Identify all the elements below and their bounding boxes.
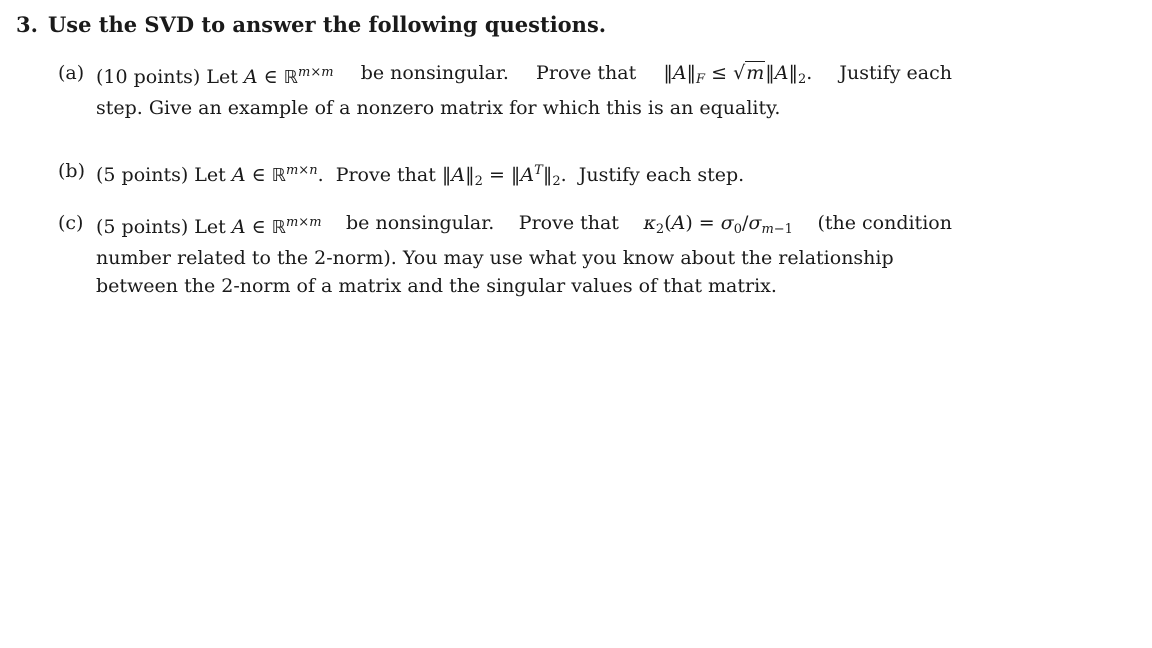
part-a-line-1: (10 points) Let A ∈ ℝ$^{m\times m}$ be nonsingular. Prove that $‖A‖_F$ ≤ $√m‖A‖_2$. Justify each xyxy=(96,59,952,94)
part-a-formula: $‖A‖_F$ ≤ $√m‖A‖_2$. xyxy=(663,62,813,87)
part-a-text-justify: Justify each xyxy=(839,62,952,84)
part-c-text-let: Let xyxy=(194,216,226,238)
part-c-text-condition: (the condition xyxy=(817,212,952,234)
part-c-text-nonsingular: be nonsingular. xyxy=(346,212,495,234)
part-b-line-1: (5 points) Let A ∈ ℝ$^{m\times n}$. Prove that $‖A‖_2$ = $‖A^T‖_2$. Justify each step. xyxy=(96,163,745,189)
part-a-text-nonsingular: be nonsingular. xyxy=(360,62,509,84)
part-a-points: (10 points) xyxy=(96,66,201,88)
part-b-formula: $‖A‖_2$ = $‖A^T‖_2$. xyxy=(441,163,567,189)
part-c-marker: (c) xyxy=(58,212,84,234)
part-b-text-prove: Prove that xyxy=(335,164,436,186)
part-c-line-2: number related to the 2-norm). You may use what you know about the relationship xyxy=(96,247,894,269)
question-title: Use the SVD to answer the following questions. xyxy=(47,12,607,37)
question-part-a xyxy=(58,59,952,122)
part-c-line-3: between the 2-norm of a matrix and the singular values of that matrix. xyxy=(96,275,777,297)
part-a-line-2: step. Give an example of a nonzero matrix for which this is an equality. xyxy=(96,97,781,119)
part-b-marker: (b) xyxy=(58,160,85,182)
part-b-points: (5 points) xyxy=(96,164,189,186)
part-c-points: (5 points) xyxy=(96,216,189,238)
question-header xyxy=(16,12,606,37)
question-part-c xyxy=(58,209,952,300)
part-a-marker: (a) xyxy=(58,62,85,84)
question-part-b xyxy=(58,157,952,196)
part-b-text-let: Let xyxy=(194,164,226,186)
part-c-line-1: (5 points) Let A ∈ ℝ$^{m\times m}$ be nonsingular. Prove that $\kappa_2(A) = \sigma_0/\sigma_{m-1}$ (the condition xyxy=(96,209,952,244)
part-a-text-let: Let xyxy=(206,66,238,88)
part-b-text-justify: Justify each step. xyxy=(578,164,745,186)
question-number: 3. xyxy=(16,12,38,37)
part-a-text-prove: Prove that xyxy=(536,62,637,84)
part-c-text-prove: Prove that xyxy=(518,212,619,234)
part-c-formula: $\kappa_2(A) = \sigma_0/\sigma_{m-1}$ xyxy=(643,212,793,237)
